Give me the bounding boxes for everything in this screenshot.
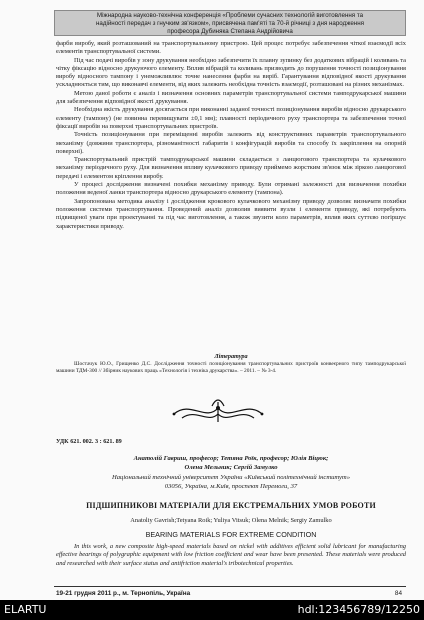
authors-line-1: Анатолій Гавриш, професор; Тетяна Роїк, професор; Юлія Віцюк;: [133, 455, 329, 462]
header-line-2: надійності передач з гнучким зв'язком», присвячена пам'яті та 70-й річниці з дня народження: [96, 20, 364, 27]
header-line-3: професора Дубиняка Степана Андрійовича: [167, 28, 293, 35]
paragraph: Транспортувальний пристрій тамподрукарської машини складається з ланцюгового транспортера та кулачкового механізму періодичного руху. Для визначення впливу кулачкового приводу приймемо жорстким зв'язок між зіркою ланцюгової передачі і елементом кріплення виробу.: [56, 156, 406, 180]
conference-header: [54, 10, 406, 36]
footer-divider: [54, 586, 406, 587]
abstract-en: In this work, a new composite high-speed materials based on nickel with additives efficient solid lubricant for manufacturing effective bearings of polygraphic equipment with low friction coefficient and wear have been presented. These materials were produced and researched with their surface status and antifriction material's tribotechnical properties.: [56, 543, 406, 567]
body-text: [56, 40, 406, 231]
paragraph: фарби виробу, який розташований на транспортувальному пристрою. Цей процес потребує забезпечення чіткої взаємодії всіх елементів транспортувальної системи.: [56, 40, 406, 56]
affiliation-line-2: 03056, Україна, м.Київ, проспект Перемоги, 37: [164, 483, 298, 490]
affiliation-line-1: Національний технічний університет України «Київський політехнічний інститут»: [111, 474, 350, 481]
header-line-1: Міжнародна науково-технічна конференція «Проблеми сучасних технологій виготовлення та: [96, 12, 364, 19]
footer-conference-date: 19-21 грудня 2011 р., м. Тернопіль, Україна: [56, 590, 191, 597]
literature-reference: Шостачук Ю.О., Грищенко Д.С. Дослідження точності позиціонування транспортувальних пристроїв конвеєрного типу тамподрукарської машини ТДМ-300 // Збірник наукових праць «Технологія і техніка друкарства». – 2011. – № 3-4.: [56, 361, 406, 374]
authors-ua: [56, 454, 406, 472]
viewer-statusbar: [0, 600, 424, 620]
decorative-ornament: [168, 392, 268, 428]
repository-name: ELARTU: [4, 603, 47, 616]
paragraph: Запропонована методика аналізу і дослідження крокового кулачкового механізму приводу дозволяє визначати похибки положення системи транспортування. Проведений аналіз дозволив виявити вузли і елементи приводу, які потребують підвищеної уваги при проектуванні та під час виготовлення, а також звузити коло параметрів, вплив яких суттєво погіршує характеристики приводу.: [56, 197, 406, 230]
paragraph: Необхідна якість друкування досягається при виконанні заданої точності позиціонування виробів відносно друкарського елементу (тампону) (не повинна перевищувати ±0,1 мм); плавності періодичного руху транспортера та забезпечення точної фіксації виробів на поверхні транспортувальних пристроїв.: [56, 106, 406, 130]
article-title-en: BEARING MATERIALS FOR EXTREME CONDITION: [145, 530, 317, 539]
paragraph: У процесі дослідження визначені похибки механізму приводу. Були отримані залежності для визначення похибки положення веденої ланки транспортера відносно друкарського елементу (тампона).: [56, 181, 406, 197]
article-title-ua: ПІДШИПНИКОВІ МАТЕРІАЛИ ДЛЯ ЕКСТРЕМАЛЬНИХ УМОВ РОБОТИ: [86, 501, 376, 510]
affiliation: [56, 473, 406, 491]
authors-en: Anatoliy Gavrish;Tetyana Roik; Yuliya Vitsuk; Olena Melnik; Sergiy Zamulko: [130, 517, 332, 524]
literature-heading: Література: [214, 353, 248, 360]
page-number: 84: [394, 590, 402, 597]
udk-code: УДК 621. 002. 3 : 621. 89: [56, 438, 122, 445]
handle-identifier: hdl:123456789/12250: [297, 603, 420, 616]
paragraph: Метою даної роботи є аналіз і визначення основних параметрів транспортувальної системи тамподрукарської машини для забезпечення відповідної якості друкування.: [56, 89, 406, 106]
paragraph: Під час подачі виробів у зону друкування необхідно забезпечити їх плавну зупинку без додаткових вібрацій і коливань та чітку фіксацію відносно друкуючого елементу. Вплив вібрацій та коливань призводить до порушення точності позиціонування виробу відносного тампону і унеможливлює точне нанесення фарби на виріб. Гарантування відповідної якості друкування ускладнюється тим, що виконавчі елементи, від яких залежить необхідна точність взаємодії, розташовані на різних механізмах.: [56, 56, 406, 89]
paragraph: Точність позиціонування при переміщенні виробів залежить від конструктивних параметрів транспортувального механізму (довжини транспортера, різноманітності габаритів і конфігурацій виробів та способу їх закріплення на опорній поверхні).: [56, 131, 406, 155]
authors-line-2: Олена Мельник; Сергій Замулко: [184, 464, 278, 471]
